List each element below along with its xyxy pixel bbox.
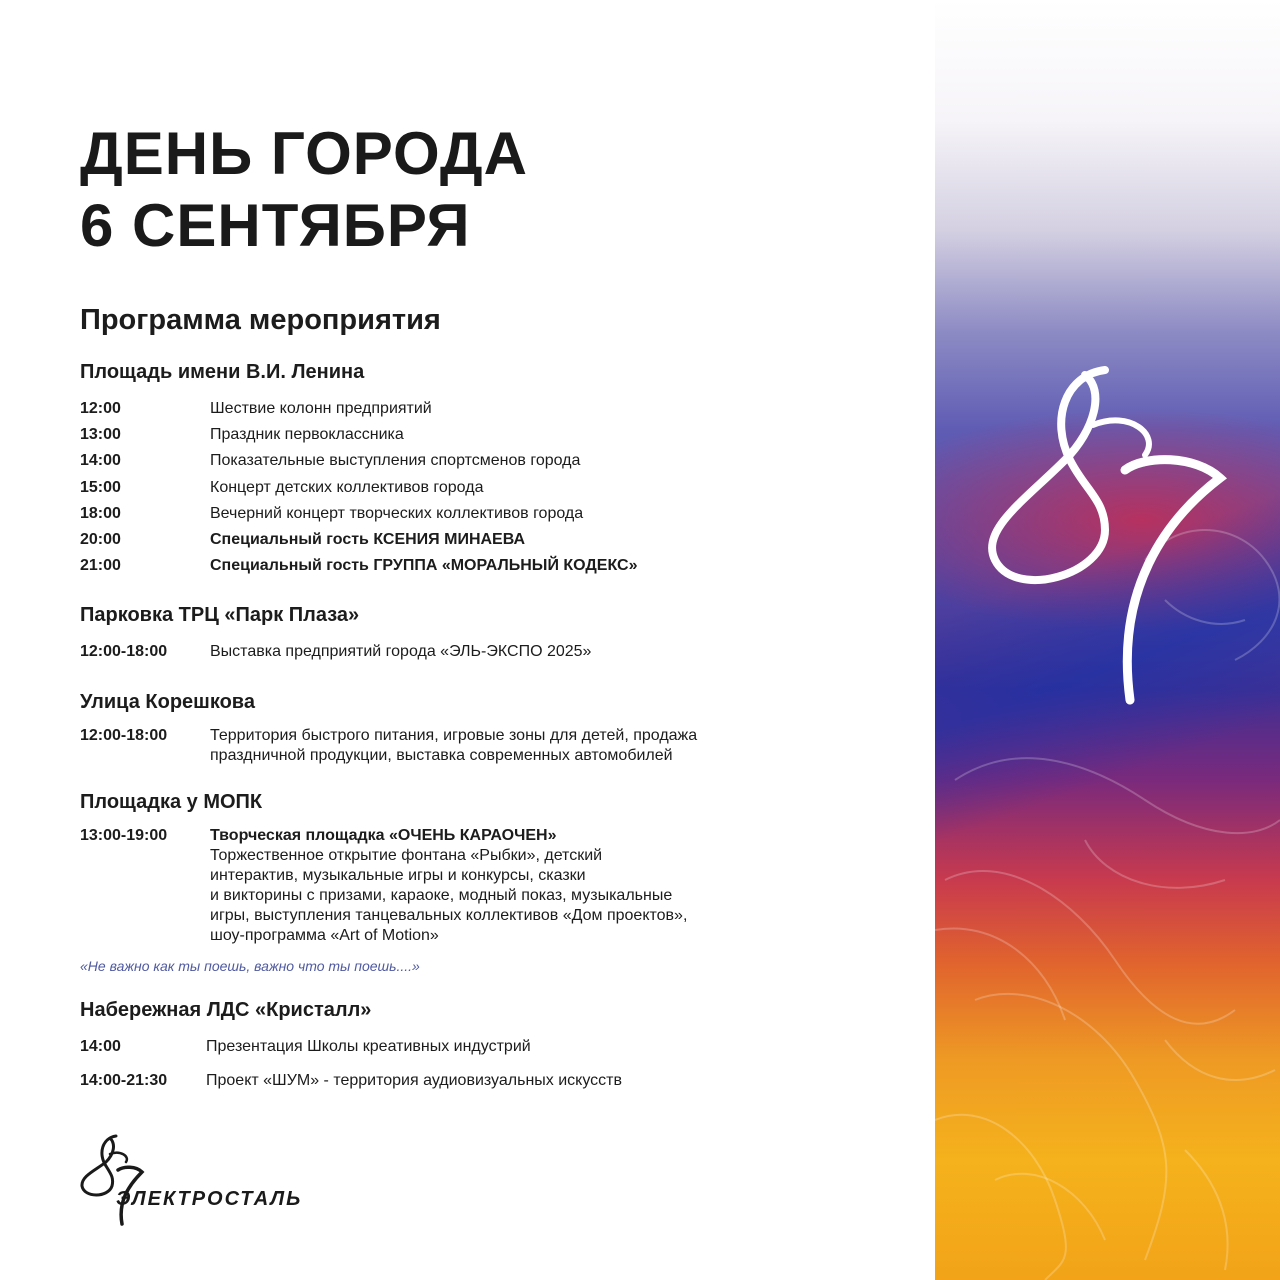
schedule-row bbox=[80, 726, 780, 766]
event-description bbox=[210, 726, 780, 766]
event-description: Шествие колонн предприятий bbox=[210, 400, 432, 417]
event-time: 14:00 bbox=[80, 1037, 121, 1055]
venue-park-plaza bbox=[80, 601, 780, 665]
description-line: интерактив, музыкальные игры и конкурсы, сказки bbox=[210, 866, 586, 884]
schedule-row bbox=[80, 527, 780, 553]
venue-mopk bbox=[80, 788, 780, 946]
venue-title: Улица Корешкова bbox=[80, 690, 255, 713]
description-line: праздничной продукции, выставка современных автомобилей bbox=[210, 746, 673, 764]
schedule-row bbox=[80, 475, 780, 501]
page-title bbox=[80, 118, 528, 262]
description-line: Территория быстрого питания, игровые зоны для детей, продажа bbox=[210, 726, 698, 744]
description-line: шоу-программа «Art of Motion» bbox=[210, 926, 439, 944]
schedule-row bbox=[80, 1068, 780, 1094]
venue-title: Парковка ТРЦ «Парк Плаза» bbox=[80, 604, 360, 627]
event-time: 15:00 bbox=[80, 478, 121, 496]
event-time: 14:00-21:30 bbox=[80, 1071, 168, 1089]
venue-lenin-square bbox=[80, 358, 780, 579]
schedule-row bbox=[80, 448, 780, 474]
quote-text: «Не важно как ты поешь, важно что ты поешь....» bbox=[80, 957, 420, 974]
event-description: Специальный гость КСЕНИЯ МИНАЕВА bbox=[210, 531, 526, 549]
venue-kristall-embankment bbox=[80, 996, 780, 1094]
description-line: игры, выступления танцевальных коллективов «Дом проектов», bbox=[210, 906, 688, 924]
event-description: Выставка предприятий города «ЭЛЬ-ЭКСПО 2025» bbox=[210, 643, 592, 661]
event-headline: Творческая площадка «ОЧЕНЬ КАРАОЧЕН» bbox=[210, 826, 557, 844]
event-description bbox=[210, 826, 780, 946]
program-heading: Программа мероприятия bbox=[80, 304, 441, 336]
event-time: 20:00 bbox=[80, 531, 121, 549]
event-time: 13:00 bbox=[80, 426, 121, 444]
event-description: Показательные выступления спортсменов города bbox=[210, 452, 581, 470]
schedule-row bbox=[80, 639, 780, 665]
event-time: 21:00 bbox=[80, 557, 121, 575]
program-content bbox=[80, 300, 780, 1116]
event-time: 12:00-18:00 bbox=[80, 726, 168, 744]
venue-title: Площадка у МОПК bbox=[80, 790, 263, 813]
anniversary-87-emblem bbox=[955, 360, 1235, 720]
event-time: 14:00 bbox=[80, 452, 121, 470]
event-time: 12:00-18:00 bbox=[80, 643, 168, 661]
city-logo-text: ЭЛЕКТРОСТАЛЬ bbox=[116, 1188, 303, 1210]
description-line: и викторины с призами, караоке, модный показ, музыкальные bbox=[210, 886, 673, 904]
title-line-1: ДЕНЬ ГОРОДА bbox=[80, 120, 528, 187]
venue-title: Площадь имени В.И. Ленина bbox=[80, 361, 365, 383]
schedule-row bbox=[80, 501, 780, 527]
schedule-row bbox=[80, 1034, 780, 1060]
event-description: Вечерний концерт творческих коллективов города bbox=[210, 504, 584, 522]
schedule-row bbox=[80, 422, 780, 448]
event-description: Проект «ШУМ» - территория аудиовизуальных искусств bbox=[206, 1071, 622, 1089]
event-time: 12:00 bbox=[80, 400, 121, 417]
schedule-row bbox=[80, 826, 780, 946]
event-time: 13:00-19:00 bbox=[80, 826, 168, 844]
event-description: Концерт детских коллективов города bbox=[210, 478, 484, 496]
title-line-2: 6 СЕНТЯБРЯ bbox=[80, 192, 471, 259]
venue-koreshkova-street bbox=[80, 688, 780, 766]
event-description: Праздник первоклассника bbox=[210, 426, 404, 444]
event-time: 18:00 bbox=[80, 504, 121, 522]
description-line: Торжественное открытие фонтана «Рыбки», детский bbox=[210, 846, 603, 864]
schedule-row bbox=[80, 553, 780, 579]
schedule-row bbox=[80, 396, 780, 422]
city-logo-emblem bbox=[78, 1132, 148, 1227]
venue-title: Набережная ЛДС «Кристалл» bbox=[80, 998, 372, 1021]
event-description: Специальный гость ГРУППА «МОРАЛЬНЫЙ КОДЕКС» bbox=[210, 557, 638, 575]
event-description: Презентация Школы креативных индустрий bbox=[206, 1037, 531, 1055]
